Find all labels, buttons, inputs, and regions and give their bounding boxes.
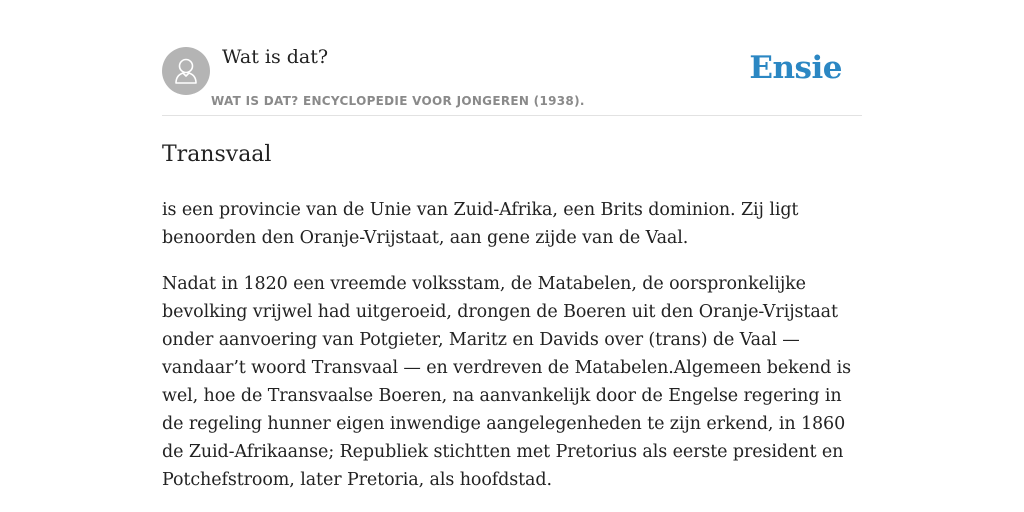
article-paragraph: is een provincie van de Unie van Zuid-Afrika, een Brits dominion. Zij ligt benoorden den Oranje-Vrijstaat, aan gene zijde van de Vaal. (162, 200, 799, 248)
article (162, 138, 862, 512)
source-header (162, 40, 862, 116)
source-subtitle[interactable]: WAT IS DAT? ENCYCLOPEDIE VOOR JONGEREN (1938). (211, 94, 585, 108)
brand-logo[interactable]: Ensie (749, 50, 842, 86)
source-title[interactable]: Wat is dat? (222, 46, 329, 68)
entry-title: Transvaal (162, 142, 272, 167)
user-avatar-icon[interactable] (162, 47, 210, 95)
article-paragraph: Nadat in 1820 een vreemde volksstam, de Matabelen, de oorspronkelijke bevolking vrijwel had uitgeroeid, drongen de Boeren uit den Oranje-Vrijstaat onder aanvoering van Potgieter, Maritz en Davids over (trans) de Vaal — vandaar’t woord Transvaal — en verdreven de Matabelen.Algemeen bekend is wel, hoe de Transvaalse Boeren, na aanvankelijk door de Engelse regering in de regeling hunner eigen inwendige aangelegenheden te zijn erkend, in 1860 de Zuid-Afrikaanse; Republiek stichtten met Pretorius als eerste president en Potchefstroom, later Pretoria, als hoofdstad. (162, 274, 852, 490)
